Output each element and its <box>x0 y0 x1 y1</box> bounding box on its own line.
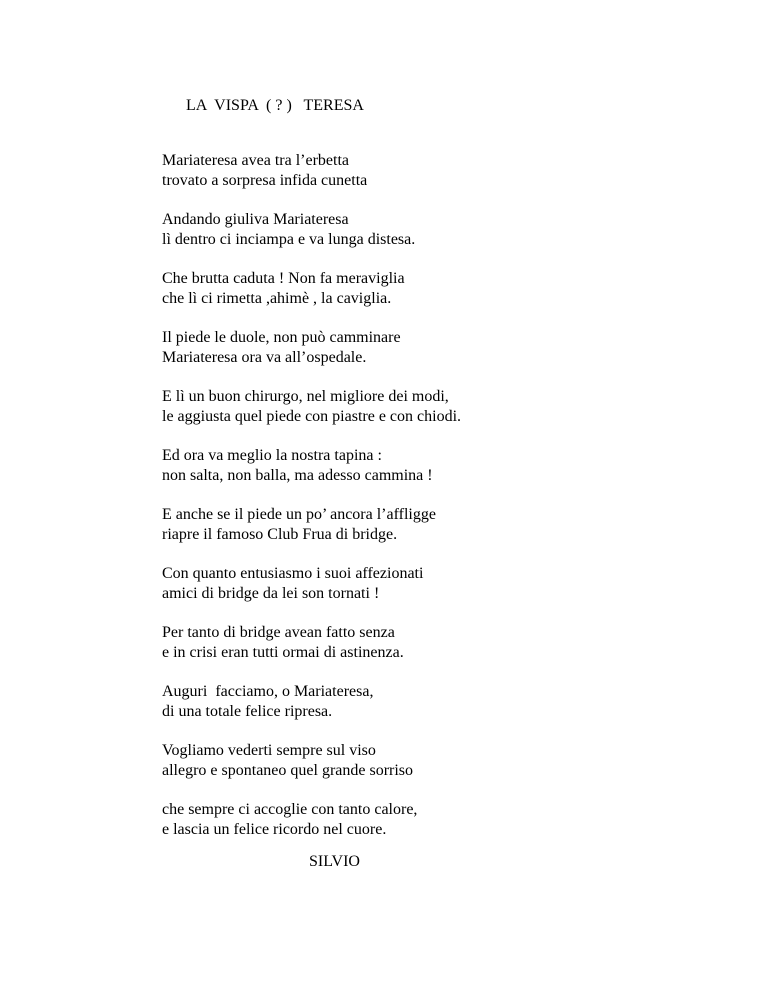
stanza <box>162 446 722 485</box>
poem-title: LA VISPA ( ? ) TERESA <box>186 97 364 114</box>
stanza <box>162 505 722 544</box>
stanza <box>162 623 722 662</box>
poem-line: e lascia un felice ricordo nel cuore. <box>162 820 387 838</box>
poem-line: e in crisi eran tutti ormai di astinenza. <box>162 643 404 661</box>
poem-line: che lì ci rimetta ,ahimè , la caviglia. <box>162 289 392 307</box>
author-signature: SILVIO <box>309 853 360 870</box>
poem-line: Mariateresa ora va all’ospedale. <box>162 348 367 366</box>
poem-line: Vogliamo vederti sempre sul viso <box>162 742 376 759</box>
poem-line: Per tanto di bridge avean fatto senza <box>162 624 395 641</box>
poem-line: allegro e spontaneo quel grande sorriso <box>162 761 414 779</box>
poem-line: Mariateresa avea tra l’erbetta <box>162 152 349 169</box>
poem-line: Che brutta caduta ! Non fa meraviglia <box>162 270 405 287</box>
stanza <box>162 151 722 190</box>
stanza <box>162 564 722 603</box>
poem-line: di una totale felice ripresa. <box>162 702 333 720</box>
poem-line: E lì un buon chirurgo, nel migliore dei modi, <box>162 388 449 405</box>
poem-line: Il piede le duole, non può camminare <box>162 329 401 346</box>
poem-line: trovato a sorpresa infida cunetta <box>162 171 368 189</box>
poem-line: lì dentro ci inciampa e va lunga distesa. <box>162 230 416 248</box>
poem-line: non salta, non balla, ma adesso cammina ! <box>162 466 433 484</box>
poem-line: amici di bridge da lei son tornati ! <box>162 584 380 602</box>
poem-line: riapre il famoso Club Frua di bridge. <box>162 525 398 543</box>
stanza <box>162 800 722 839</box>
poem-line: Andando giuliva Mariateresa <box>162 211 349 228</box>
stanza <box>162 269 722 308</box>
stanza <box>162 328 722 367</box>
stanza <box>162 210 722 249</box>
poem-line: che sempre ci accoglie con tanto calore, <box>162 801 418 818</box>
poem-line: E anche se il piede un po’ ancora l’affligge <box>162 506 436 523</box>
stanza <box>162 741 722 780</box>
poem-line: Con quanto entusiasmo i suoi affezionati <box>162 565 424 582</box>
poem-line: le aggiusta quel piede con piastre e con chiodi. <box>162 407 462 425</box>
poem-line: Ed ora va meglio la nostra tapina : <box>162 447 382 464</box>
stanza <box>162 387 722 426</box>
poem-body <box>162 151 722 859</box>
stanza <box>162 682 722 721</box>
poem-line: Auguri facciamo, o Mariateresa, <box>162 683 374 700</box>
